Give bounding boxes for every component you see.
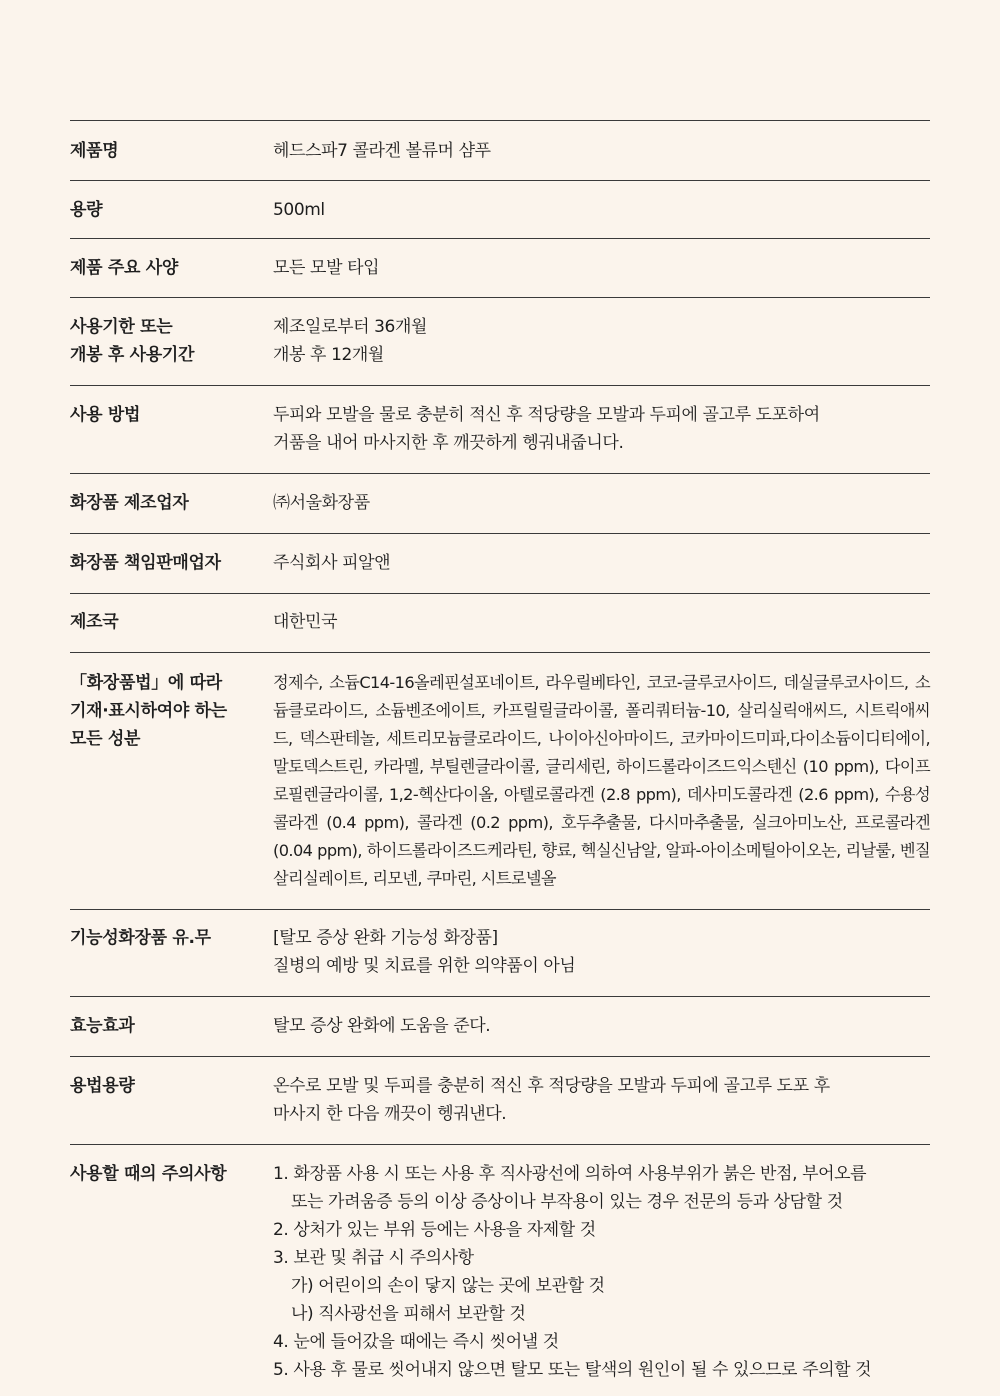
precaution-line: 가) 어린이의 손이 닿지 않는 곳에 보관할 것 [291,1276,605,1296]
row-label: 기능성화장품 유.무 [70,928,211,948]
row-label: 「화장품법」에 따라 기재·표시하여야 하는 모든 성분 [70,673,227,749]
row-value: 주식회사 피알앤 [273,553,391,573]
precaution-line: 4. 눈에 들어갔을 때에는 즉시 씻어낼 것 [273,1332,559,1352]
row-label: 제품 주요 사양 [70,258,178,278]
row-dosage [70,1056,930,1144]
row-functional [70,909,930,996]
row-label: 화장품 책임판매업자 [70,553,221,573]
precaution-line: 또는 가려움증 등의 이상 증상이나 부작용이 있는 경우 전문의 등과 상담할 것 [291,1192,843,1212]
row-label: 사용 방법 [70,405,141,425]
row-value: 탈모 증상 완화에 도움을 준다. [273,1016,491,1036]
row-distributor [70,533,930,593]
row-value: 500ml [273,200,325,220]
row-efficacy [70,996,930,1056]
row-expiry [70,297,930,385]
row-volume [70,180,930,238]
precaution-line: 3. 보관 및 취급 시 주의사항 [273,1248,474,1268]
row-precautions [70,1144,930,1394]
row-label: 사용기한 또는 개봉 후 사용기간 [70,317,195,365]
row-value: 두피와 모발을 물로 충분히 적신 후 적당량을 모발과 두피에 골고루 도포하여 거품을 내어 마사지한 후 깨끗하게 헹궈내줍니다. [273,405,820,453]
precaution-line: 1. 화장품 사용 시 또는 사용 후 직사광선에 의하여 사용부위가 붉은 반점, 부어오름 [273,1164,867,1184]
row-label: 사용할 때의 주의사항 [70,1164,227,1184]
row-value: 대한민국 [273,612,338,632]
row-value: 헤드스파7 콜라겐 볼류머 샴푸 [273,141,491,161]
precaution-line: 나) 직사광선을 피해서 보관할 것 [291,1304,526,1324]
product-info-table [70,120,930,1394]
row-value: 정제수, 소듐C14-16올레핀설포네이트, 라우릴베타인, 코코-글루코사이드, 데실글루코사이드, 소듐클로라이드, 소듐벤조에이트, 카프릴릴글라이콜, 폴리쿼터늄-10, 살리실릭애씨드, 시트릭애씨드, 덱스판테놀, 세트리모늄클로라이드, 나이아신아마이드, 코카마이드미파,다이소듐이디티에이, 말토덱스트린, 카라멜, 부틸렌글라이콜, 글리세린, 하이드롤라이즈드익스텐신 (10 ppm), 다이프로필렌글라이콜, 1,2-헥산다이올, 아텔로콜라겐 (2.8 ppm), 데사미도콜라겐 (2.6 ppm), 수용성콜라겐 (0.4 ppm), 콜라겐 (0.2 ppm), 호두추출물, 다시마추출물, 실크아미노산, 프로콜라겐 (0.04 ppm), 하이드롤라이즈드케라틴, 향료, 헥실신남알, 알파-아이소메틸아이오논, 리날룰, 벤질살리실레이트, 리모넨, 쿠마린, 시트로넬올 [273,673,930,888]
row-label: 화장품 제조업자 [70,493,189,513]
row-manufacturer [70,473,930,533]
row-value: ㈜서울화장품 [273,493,370,513]
row-value [273,1160,930,1394]
row-label: 용법용량 [70,1076,135,1096]
row-label: 용량 [70,200,103,220]
row-value: 모든 모발 타입 [273,258,380,278]
row-country [70,593,930,652]
row-value: 온수로 모발 및 두피를 충분히 적신 후 적당량을 모발과 두피에 골고루 도포 후 마사지 한 다음 깨끗이 헹궈낸다. [273,1076,830,1124]
row-label: 효능효과 [70,1016,135,1036]
precaution-line: 5. 사용 후 물로 씻어내지 않으면 탈모 또는 탈색의 원인이 될 수 있으므로 주의할 것 [273,1360,872,1380]
precaution-line: 2. 상처가 있는 부위 등에는 사용을 자제할 것 [273,1220,596,1240]
row-usage-method [70,385,930,473]
row-label: 제조국 [70,612,119,632]
row-product-name [70,120,930,180]
row-ingredients [70,652,930,909]
row-label: 제품명 [70,141,119,161]
row-value: 제조일로부터 36개월 개봉 후 12개월 [273,317,428,365]
row-value: [탈모 증상 완화 기능성 화장품] 질병의 예방 및 치료를 위한 의약품이 아님 [273,928,576,976]
row-main-spec [70,238,930,297]
